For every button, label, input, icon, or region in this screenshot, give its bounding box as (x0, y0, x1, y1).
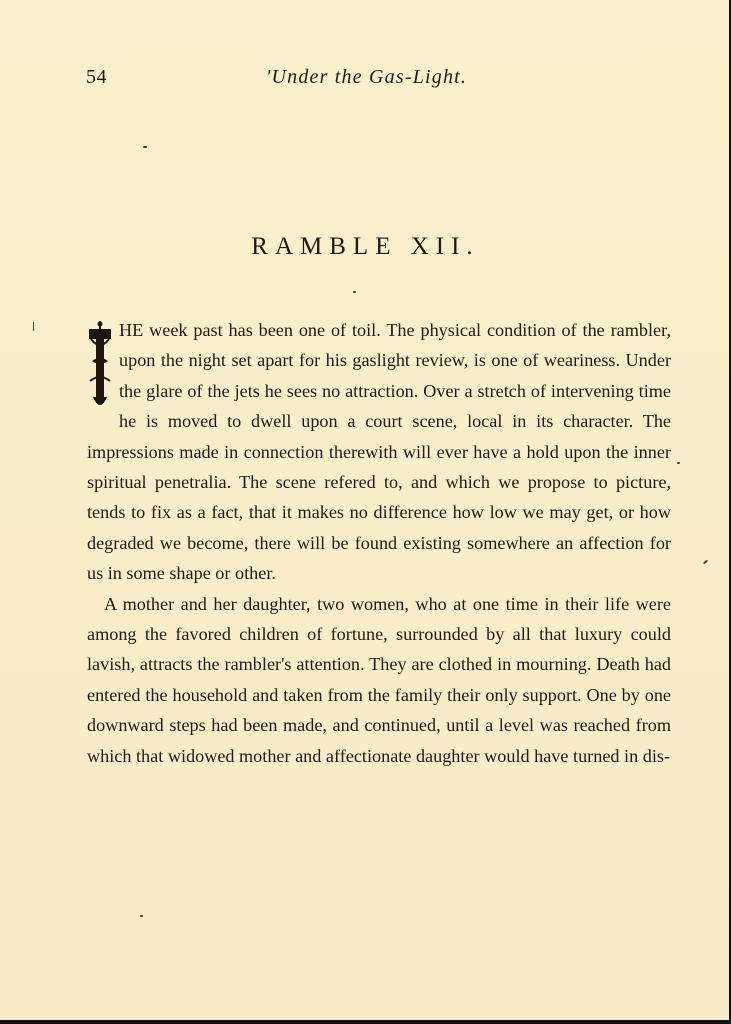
page-speck (33, 322, 34, 331)
drop-cap-ornament-icon (87, 321, 113, 415)
page-speck (140, 915, 143, 917)
paragraph-text: HE week past has been one of toil. The physical condition of the rambler, upon the night set apart for his gaslight review, is one of weariness. Under the glare of the jets he sees no attraction. Over a stretch of intervening time he is moved to dwell upon a court scene, local in its character. The impressions made in connection therewith will ever have a hold upon the inner spiritual penetralia. The scene refered to, and which we propose to picture, tends to fix as a fact, that it makes no difference how low we may get, or how degraded we become, there will be found existing somewhere an affection for us in some shape or other. (87, 320, 671, 584)
paragraph: A mother and her daughter, two women, who at one time in their life were among the favored children of fortune, surrounded by all that luxury could lavish, attracts the rambler's attention. They are clothed in mourning. Death had entered the household and taken from the family their only support. One by one downward steps had been made, and continued, until a level was reached from which that widowed mother and affectionate daughter would have turned in dis- (87, 593, 671, 766)
page-header (86, 66, 670, 96)
page-speck (677, 462, 680, 464)
paragraph (87, 315, 671, 589)
body-text (87, 315, 671, 771)
ornamental-drop-cap (87, 321, 113, 411)
running-title: 'Under the Gas-Light. (266, 66, 468, 88)
chapter-title: RAMBLE XII. (251, 233, 480, 260)
page-number: 54 (86, 66, 107, 88)
page-speck (703, 560, 708, 565)
page-speck (143, 146, 147, 148)
page-speck (353, 291, 356, 293)
